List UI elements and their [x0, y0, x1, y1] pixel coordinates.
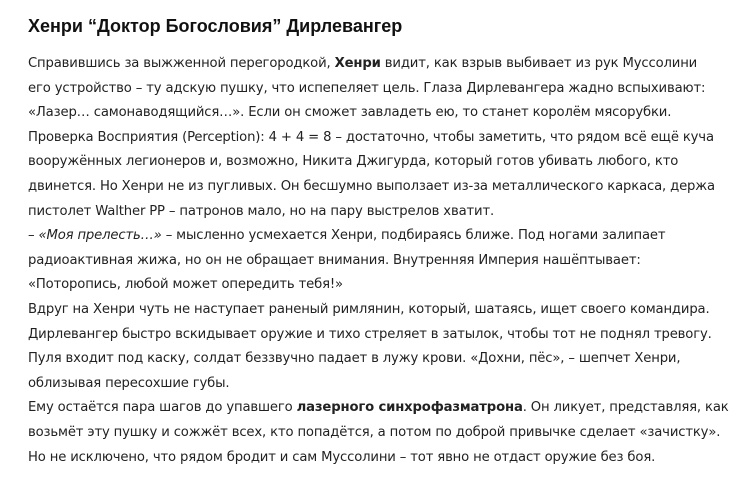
- text-line: [28, 396, 729, 421]
- post-title: Хенри “Доктор Богословия” Дирлевангер: [28, 16, 403, 36]
- text-segment: Справившись за выжженной перегородкой,: [28, 56, 335, 71]
- text-segment: двинется. Но Хенри не из пугливых. Он бесшумно выползает из-за металлического каркаса, держа: [28, 178, 715, 194]
- text-line: [28, 249, 688, 274]
- text-segment: видит, как взрыв выбивает из рук Муссолини: [380, 56, 698, 71]
- text-line: [28, 101, 688, 126]
- text-line: [28, 77, 706, 102]
- text-segment: его устройство – ту адскую пушку, что испепеляет цель. Глаза Дирлевангера жадно вспыхивают:: [28, 80, 706, 96]
- text-line: [28, 52, 698, 77]
- text-line: [28, 421, 721, 446]
- text-line: [28, 200, 688, 225]
- text-segment: Ему остаётся пара шагов до упавшего: [28, 400, 297, 416]
- text-line: [28, 126, 714, 151]
- bold-text: Хенри: [334, 56, 381, 71]
- text-segment: . Он ликует, представляя, как: [522, 400, 729, 416]
- text-segment: Вдруг на Хенри чуть не наступает раненый римлянин, который, шатаясь, ищет своего командира.: [28, 301, 710, 317]
- text-segment: вооружённых легионеров и, возможно, Никита Джигурда, который готов убивать любого, кто: [28, 154, 679, 170]
- text-segment: – мысленно усмехается Хенри, подбираясь ближе. Под ногами залипает: [161, 228, 666, 244]
- text-line: [28, 273, 688, 298]
- post-body: [28, 52, 729, 470]
- text-line: [28, 175, 715, 200]
- text-segment: радиоактивная жижа, но он не обращает внимания. Внутренняя Империя нашёптывает:: [28, 252, 641, 268]
- text-segment: Но не исключено, что рядом бродит и сам Муссолини – тот явно не отдаст оружие без боя.: [28, 449, 656, 465]
- italic-text: «Моя прелесть…»: [38, 228, 162, 244]
- text-line: [28, 224, 688, 249]
- text-segment: –: [28, 228, 39, 244]
- text-line: [28, 372, 688, 397]
- text-segment: Проверка Восприятия (Perception): 4 + 4 = 8 – достаточно, чтобы заметить, что рядом всё ещё куча: [28, 129, 714, 145]
- text-segment: «Лазер… самонаводящийся…». Если он сможет завладеть ею, то станет королём мясорубки.: [28, 105, 672, 121]
- text-segment: Дирлевангер быстро вскидывает оружие и тихо стреляет в затылок, чтобы тот не поднял тревогу.: [28, 326, 712, 342]
- text-segment: возьмёт эту пушку и сожжёт всех, кто попадётся, а потом по доброй привычке сделает «зачистку».: [28, 424, 721, 440]
- text-line: [28, 323, 712, 348]
- text-segment: пистолет Walther PP – патронов мало, но на пару выстрелов хватит.: [28, 203, 495, 219]
- text-segment: «Поторопись, любой может опередить тебя!»: [28, 277, 343, 293]
- text-line: [28, 150, 688, 175]
- text-line: [28, 298, 710, 323]
- text-segment: облизывая пересохшие губы.: [28, 375, 230, 391]
- text-line: [28, 347, 688, 372]
- bold-text: лазерного синхрофазматрона: [296, 400, 523, 416]
- text-segment: Пуля входит под каску, солдат беззвучно падает в лужу крови. «Дохни, пёс», – шепчет Хенри,: [28, 351, 681, 367]
- text-line: [28, 446, 688, 471]
